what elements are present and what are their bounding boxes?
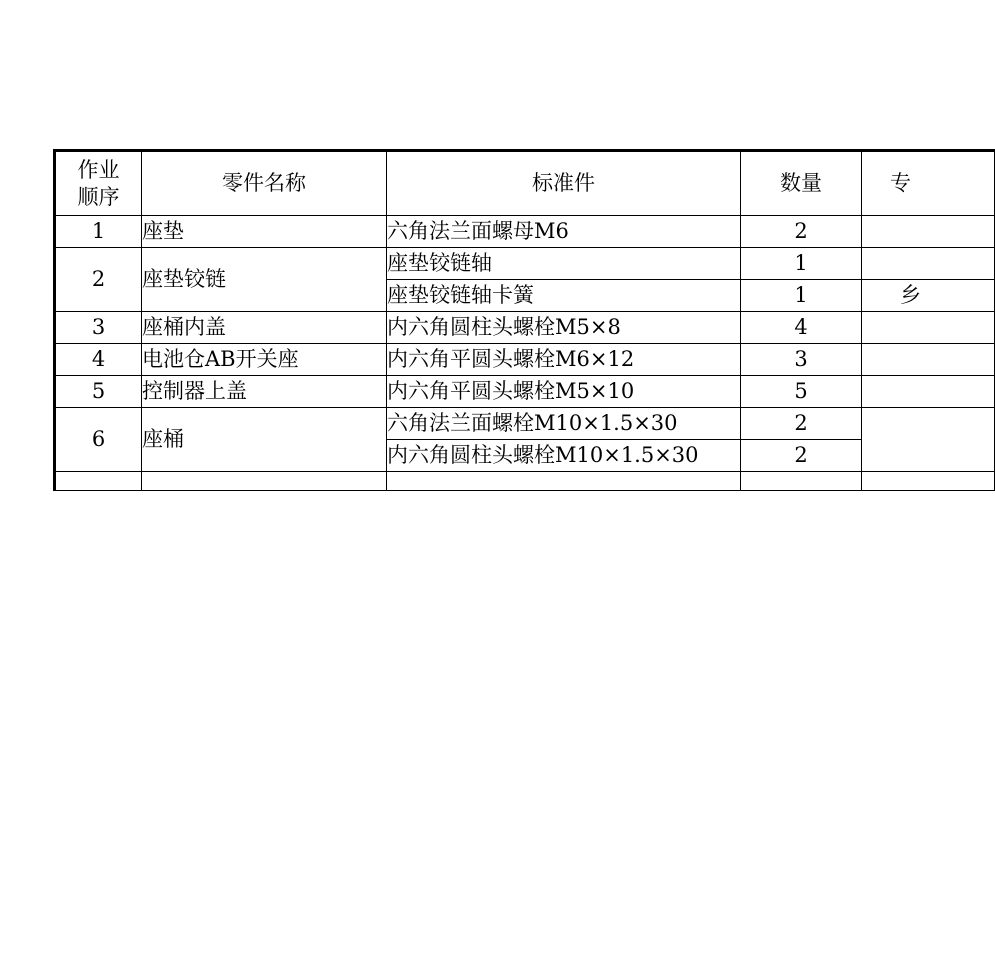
table-row-cut-off <box>55 472 995 491</box>
quantity-cell: 3 <box>741 344 862 376</box>
standard-part-cell: 六角法兰面螺栓M10×1.5×30 <box>387 408 741 440</box>
standard-part-cell: 内六角圆柱头螺栓M5×8 <box>387 312 741 344</box>
standard-part-cell: 内六角平圆头螺栓M5×10 <box>387 376 741 408</box>
table-row <box>55 376 995 408</box>
empty-cell <box>387 472 741 491</box>
part-name-cell: 座垫 <box>142 216 387 248</box>
parts-table-viewport <box>53 149 921 482</box>
quantity-cell: 4 <box>741 312 862 344</box>
special-cell <box>862 376 995 408</box>
quantity-cell: 5 <box>741 376 862 408</box>
table-row <box>55 248 995 280</box>
standard-part-cell: 座垫铰链轴 <box>387 248 741 280</box>
seq-cell: 4 <box>55 344 142 376</box>
quantity-cell: 2 <box>741 216 862 248</box>
standard-part-cell: 六角法兰面螺母M6 <box>387 216 741 248</box>
table-row <box>55 312 995 344</box>
part-name-cell: 座桶内盖 <box>142 312 387 344</box>
seq-cell: 1 <box>55 216 142 248</box>
seq-cell: 5 <box>55 376 142 408</box>
parts-table <box>53 149 995 491</box>
header-seq-line2: 顺序 <box>77 184 120 209</box>
part-name-cell: 电池仓AB开关座 <box>142 344 387 376</box>
quantity-cell: 1 <box>741 248 862 280</box>
special-cell <box>862 344 995 376</box>
table-row <box>55 216 995 248</box>
seq-cell: 6 <box>55 408 142 472</box>
header-standard-part: 标准件 <box>387 151 741 216</box>
special-cell <box>862 216 995 248</box>
header-seq-line1: 作业 <box>77 157 120 182</box>
seq-cell: 2 <box>55 248 142 312</box>
standard-part-cell: 座垫铰链轴卡簧 <box>387 280 741 312</box>
special-cell <box>862 312 995 344</box>
table-row <box>55 344 995 376</box>
empty-cell <box>862 472 995 491</box>
quantity-cell: 1 <box>741 280 862 312</box>
seq-cell: 3 <box>55 312 142 344</box>
quantity-cell: 2 <box>741 408 862 440</box>
standard-part-cell: 内六角平圆头螺栓M6×12 <box>387 344 741 376</box>
part-name-cell: 控制器上盖 <box>142 376 387 408</box>
empty-cell <box>741 472 862 491</box>
header-quantity: 数量 <box>741 151 862 216</box>
table-row <box>55 408 995 440</box>
header-special: 专 <box>862 151 995 216</box>
header-seq <box>55 151 142 216</box>
standard-part-cell: 内六角圆柱头螺栓M10×1.5×30 <box>387 440 741 472</box>
quantity-cell: 2 <box>741 440 862 472</box>
header-row <box>55 151 995 216</box>
empty-cell <box>142 472 387 491</box>
empty-cell <box>55 472 142 491</box>
part-name-cell: 座桶 <box>142 408 387 472</box>
part-name-cell: 座垫铰链 <box>142 248 387 312</box>
header-part-name: 零件名称 <box>142 151 387 216</box>
special-cell: 乡 <box>862 280 995 312</box>
special-cell <box>862 408 995 472</box>
special-cell <box>862 248 995 280</box>
